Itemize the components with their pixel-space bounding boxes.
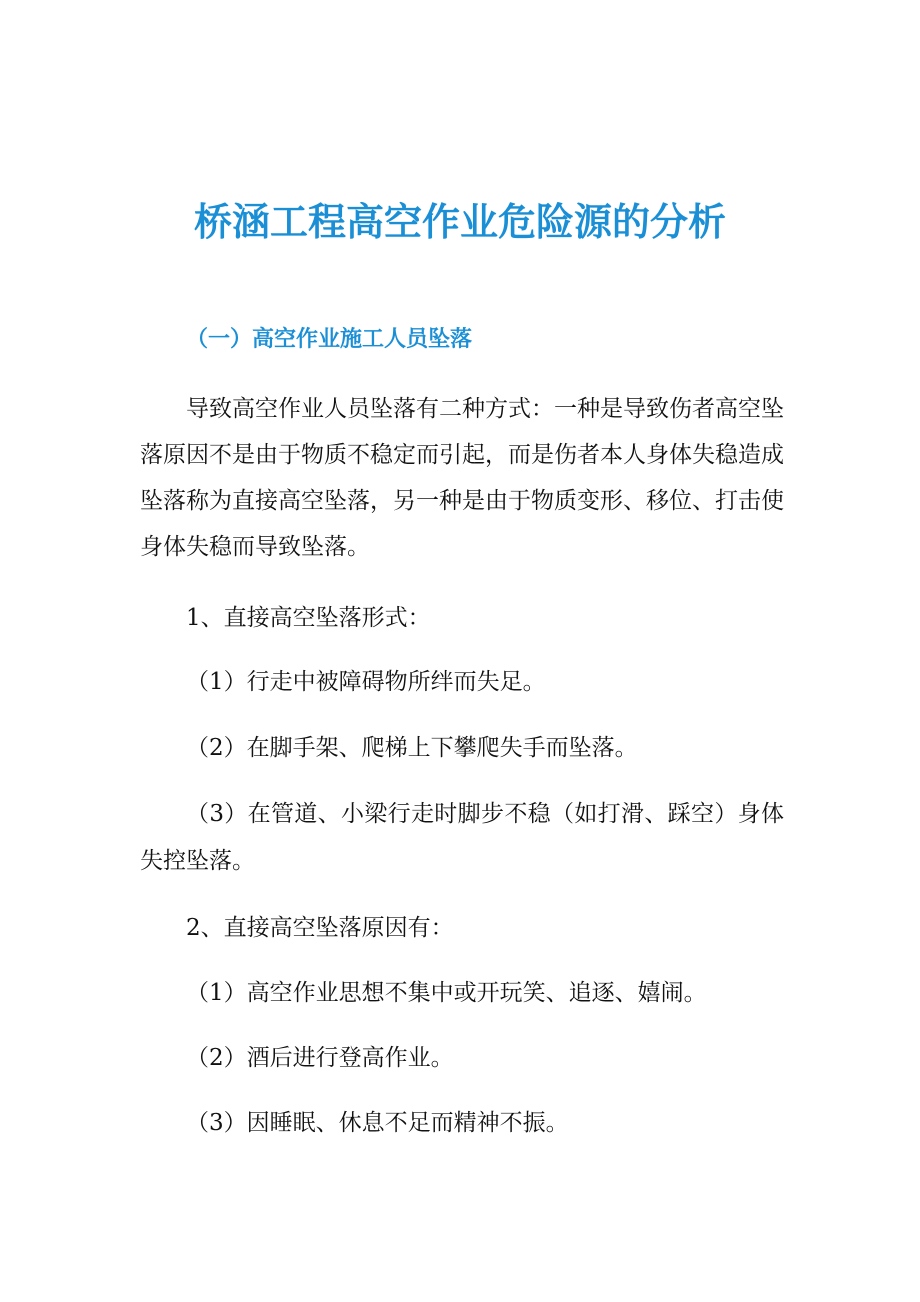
section-heading: （一）高空作业施工人员坠落 [186, 327, 473, 352]
item1-point-3: （3）在管道、小梁行走时脚步不稳（如打滑、踩空）身体失控坠落。 [140, 801, 784, 874]
item2-point-2: （2）酒后进行登高作业。 [186, 1045, 454, 1071]
item2-heading: 2、直接高空坠落原因有： [186, 915, 454, 941]
item2-point-3: （3）因睡眠、休息不足而精神不振。 [186, 1110, 569, 1136]
intro-paragraph: 导致高空作业人员坠落有二种方式：一种是导致伤者高空坠落原因不是由于物质不稳定而引起，而是伤者本人身体失稳造成坠落称为直接高空坠落，另一种是由于物质变形、移位、打击使身体失稳而导致坠落。 [140, 396, 784, 560]
item1-heading: 1、直接高空坠落形式： [186, 605, 431, 631]
item2-point-1: （1）高空作业思想不集中或开玩笑、追逐、嬉闹。 [186, 980, 707, 1006]
item1-point-2: （2）在脚手架、爬梯上下攀爬失手而坠落。 [186, 735, 638, 761]
item1-point-1: （1）行走中被障碍物所绊而失足。 [186, 669, 546, 695]
document-title: 桥涵工程高空作业危险源的分析 [193, 200, 726, 244]
